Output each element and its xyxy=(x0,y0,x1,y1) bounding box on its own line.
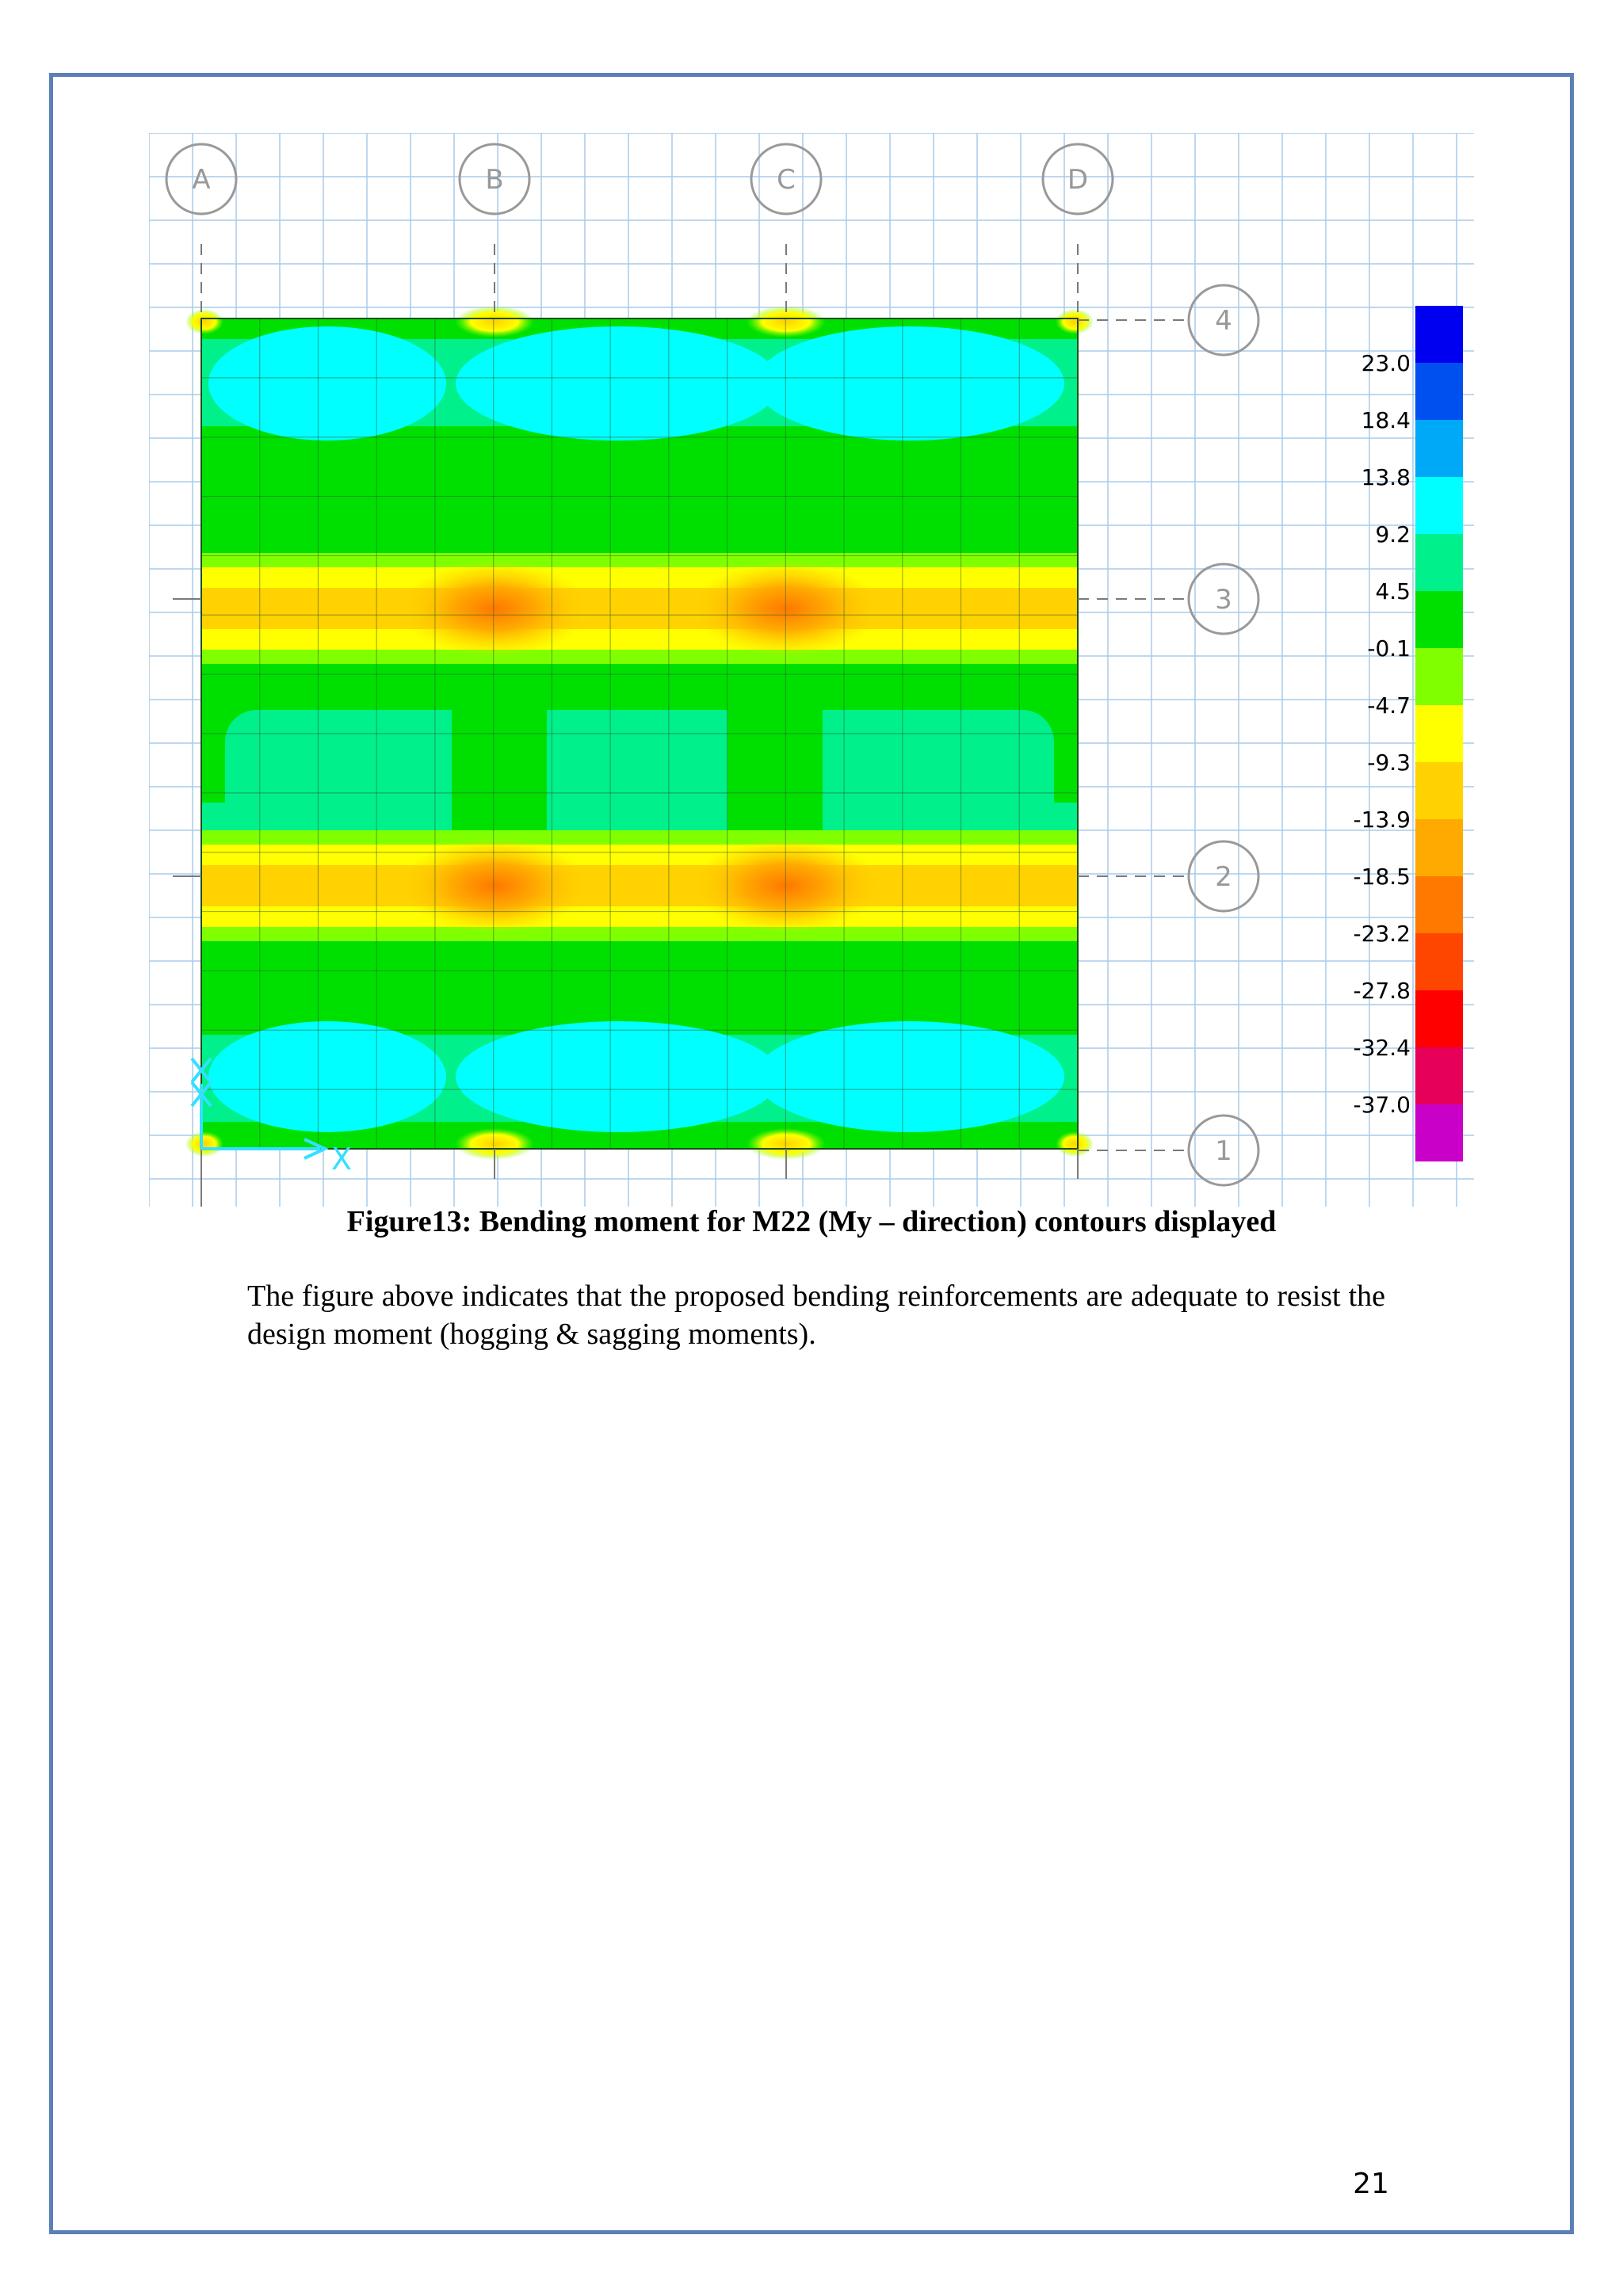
legend-swatch xyxy=(1415,1104,1463,1161)
legend-label: 23.0 xyxy=(1361,350,1411,376)
contour-plot xyxy=(149,133,1474,1207)
hotspot xyxy=(399,561,590,656)
legend-swatch xyxy=(1415,477,1463,534)
grid-bubble-3 xyxy=(1189,564,1258,634)
grid-bubble-2 xyxy=(1189,841,1258,911)
cyan-zone xyxy=(755,1021,1064,1132)
legend-label: -27.8 xyxy=(1353,978,1411,1004)
bending-moment-figure xyxy=(149,133,1474,1207)
cyan-zone xyxy=(456,1021,781,1132)
legend-swatch xyxy=(1415,705,1463,762)
legend-label: 9.2 xyxy=(1375,521,1411,547)
edge-hotspot xyxy=(185,1131,223,1157)
legend-label: -18.5 xyxy=(1353,864,1411,890)
legend-swatch xyxy=(1415,876,1463,933)
grid-bubble-c xyxy=(751,144,821,214)
svg-text:D: D xyxy=(1067,164,1089,196)
cyan-zone xyxy=(208,1021,446,1132)
legend-swatch xyxy=(1415,591,1463,648)
legend-label: -13.9 xyxy=(1353,807,1411,833)
legend-swatch xyxy=(1415,762,1463,819)
grid-bubble-1 xyxy=(1189,1116,1258,1185)
legend-swatch xyxy=(1415,933,1463,990)
legend-swatch xyxy=(1415,819,1463,876)
legend-swatch xyxy=(1415,363,1463,420)
legend-label: -32.4 xyxy=(1353,1035,1411,1061)
legend-swatch xyxy=(1415,420,1463,477)
legend-swatch xyxy=(1415,306,1463,363)
legend-label: -0.1 xyxy=(1367,635,1411,662)
axis-x-label: X xyxy=(331,1142,353,1177)
hotspot xyxy=(691,561,881,656)
grid-bubble-d xyxy=(1043,144,1113,214)
grid-bubble-a xyxy=(166,144,236,214)
figure-caption: Figure13: Bending moment for M22 (My – direction) contours displayed xyxy=(346,1205,1277,1238)
contour-plate xyxy=(185,306,1094,1160)
legend-label: -37.0 xyxy=(1353,1092,1411,1118)
legend-label: -9.3 xyxy=(1367,749,1411,776)
edge-hotspot xyxy=(185,309,223,334)
cyan-zone xyxy=(208,326,446,441)
svg-text:B: B xyxy=(485,164,504,196)
svg-text:2: 2 xyxy=(1215,861,1232,893)
edge-hotspot xyxy=(1056,309,1094,334)
svg-text:A: A xyxy=(192,164,211,196)
svg-text:3: 3 xyxy=(1215,584,1232,616)
legend-swatch xyxy=(1415,534,1463,591)
legend-label: -23.2 xyxy=(1353,921,1411,947)
legend-label: 18.4 xyxy=(1361,407,1411,433)
cyan-zone xyxy=(456,326,781,441)
legend-swatch xyxy=(1415,1047,1463,1104)
page-number: 21 xyxy=(1353,2168,1389,2200)
body-paragraph: The figure above indicates that the proposed bending reinforcements are adequate to resist the design moment (hogging & sagging moments). xyxy=(247,1280,1385,1351)
legend-swatch xyxy=(1415,990,1463,1047)
legend-swatch xyxy=(1415,648,1463,705)
svg-text:C: C xyxy=(777,164,796,196)
grid-bubble-b xyxy=(460,144,529,214)
grid-bubble-4 xyxy=(1189,285,1258,355)
edge-hotspot xyxy=(1056,1131,1094,1157)
hogging-band-row2 xyxy=(201,865,1078,906)
legend-label: 4.5 xyxy=(1375,578,1411,605)
svg-text:1: 1 xyxy=(1215,1135,1232,1167)
svg-text:4: 4 xyxy=(1215,305,1232,337)
legend-label: 13.8 xyxy=(1361,464,1411,490)
hogging-band-row3 xyxy=(201,588,1078,629)
cyan-zone xyxy=(755,326,1064,441)
legend-label: -4.7 xyxy=(1367,692,1411,719)
